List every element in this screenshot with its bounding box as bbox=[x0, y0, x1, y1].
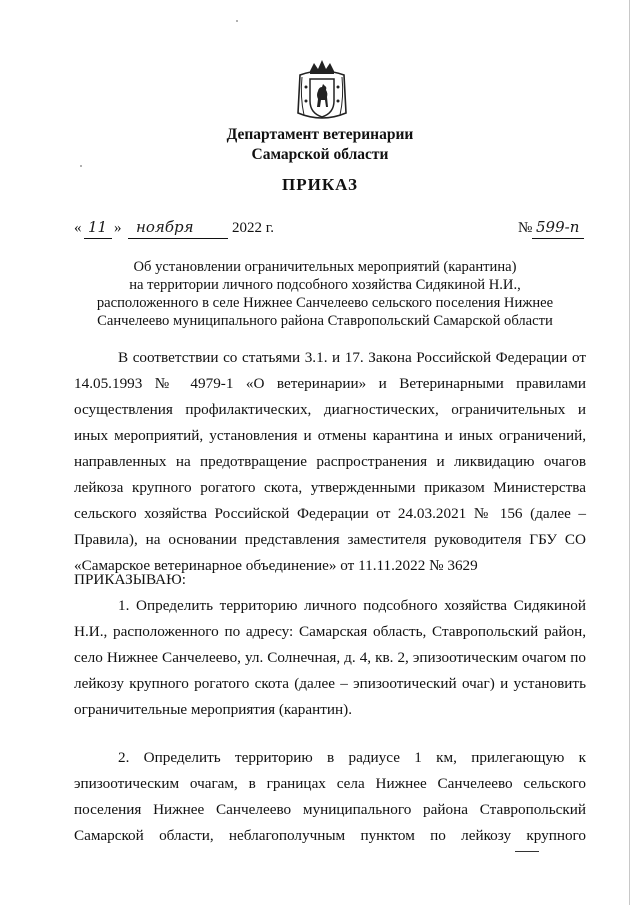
year-text: 2022 г. bbox=[232, 220, 274, 236]
department-name-line1: Департамент ветеринарии bbox=[226, 126, 414, 143]
order-subject bbox=[70, 258, 580, 330]
date-number-row bbox=[74, 218, 586, 244]
speck bbox=[80, 165, 82, 167]
subject-line: расположенного в селе Нижнее Санчелеево сельского поселения Нижнее bbox=[96, 295, 554, 311]
number-underline bbox=[532, 238, 584, 239]
open-quote: « bbox=[74, 220, 82, 236]
preamble-paragraph: В соответствии со статьями 3.1. и 17. Закона Российской Федерации от 14.05.1993 № 4979-1 «О ветеринарии» и Ветеринарными правилами осуществления профилактических, диагностических, ограничительных и иных мероприятий, установления и отмены карантина и иных ограничений, направленных на предотвращение распространения и ликвидацию очагов лейкоза крупного рогатого скота, утвержденными приказом Министерства сельского хозяйства Российской Федерации от 24.03.2021 № 156 (далее – Правила), на основании представления заместителя руководителя ГБУ СО «Самарское ветеринарное объединение» от 11.11.2022 № 3629 bbox=[74, 349, 586, 574]
order-item-1: 1. Определить территорию личного подсобного хозяйства Сидякиной Н.И., расположенного по адресу: Самарская область, Ставропольский район, село Нижнее Санчелеево, ул. Солнечная, д. 4, кв. 2, эпизоотическим очагом по лейкозу крупного рогатого скота (далее – эпизоотический очаг) и установить ограничительные мероприятия (карантин). bbox=[74, 597, 586, 718]
close-quote: » bbox=[114, 220, 122, 236]
speck bbox=[236, 20, 238, 22]
subject-line: Об установлении ограничительных мероприятий (карантина) bbox=[133, 259, 517, 275]
document-title: ПРИКАЗ bbox=[282, 175, 358, 194]
number-prefix: № bbox=[518, 220, 533, 236]
handwritten-month: ноября bbox=[136, 218, 194, 236]
page-continuation-mark bbox=[515, 851, 539, 852]
subject-line: Санчелеево муниципального района Ставропольский Самарской области bbox=[97, 313, 553, 329]
handwritten-day: 11 bbox=[88, 218, 108, 236]
coat-of-arms-icon bbox=[296, 57, 348, 125]
department-name-line2: Самарской области bbox=[251, 146, 389, 163]
order-item-2: 2. Определить территорию в радиусе 1 км, прилегающую к эпизоотическим очагам, в границах села Нижнее Санчелеево сельского поселения Нижнее Санчелеево муниципального района Ставропольский Самарской области, неблагополучным пунктом по лейкозу крупного bbox=[74, 749, 586, 844]
month-underline bbox=[128, 238, 228, 239]
handwritten-number: 599-п bbox=[536, 218, 580, 236]
subject-line: на территории личного подсобного хозяйства Сидякиной Н.И., bbox=[129, 277, 521, 293]
order-word: ПРИКАЗЫВАЮ: bbox=[74, 571, 186, 588]
day-underline bbox=[84, 238, 112, 239]
